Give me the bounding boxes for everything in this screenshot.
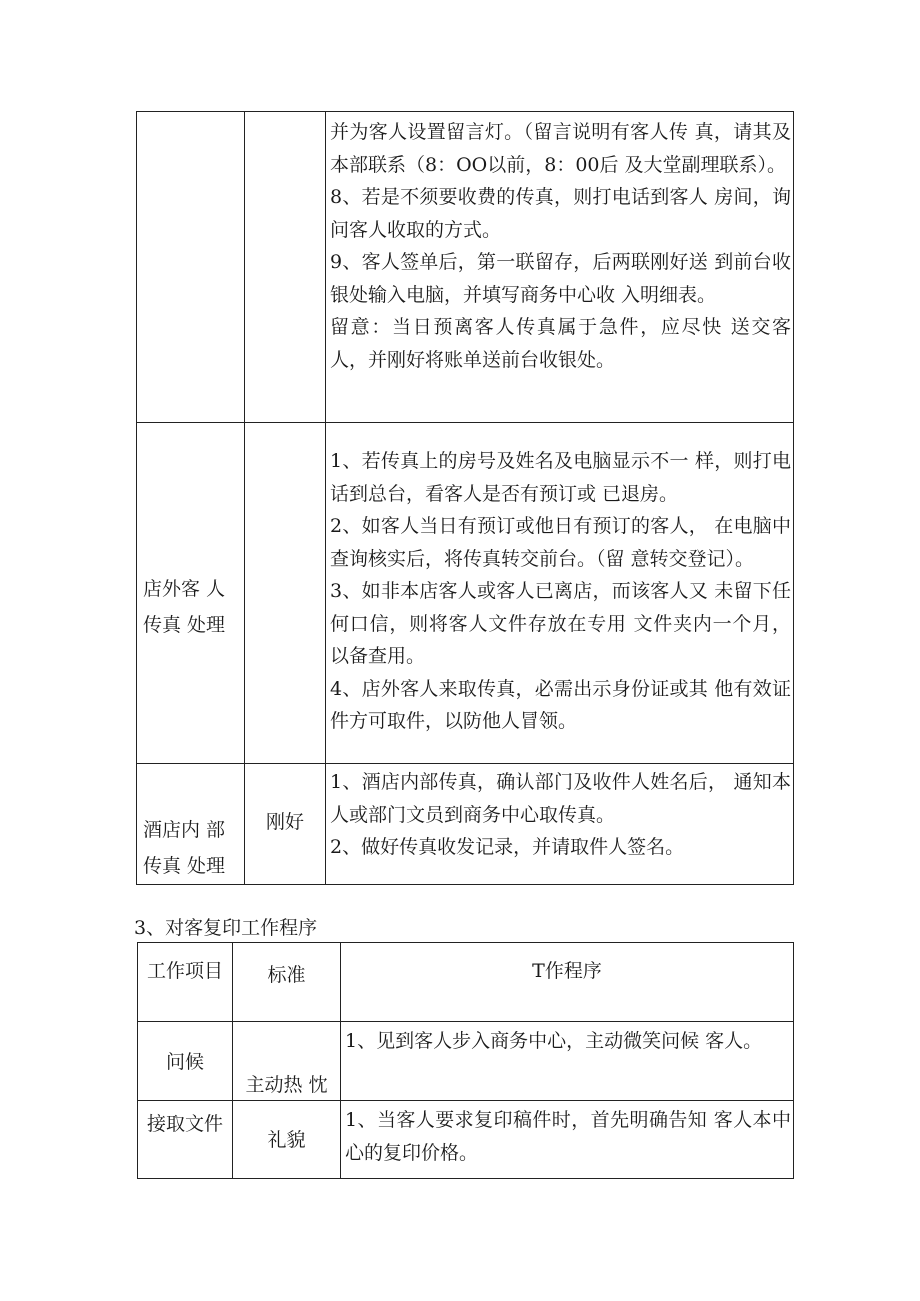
column-header-standard — [233, 943, 341, 1022]
standard-cell — [245, 423, 326, 764]
header-label: 标准 — [267, 964, 306, 986]
work-item-label: 传真 处理 — [143, 855, 226, 877]
standard-label: 主动热 忱 — [245, 1074, 328, 1096]
standard-cell — [245, 112, 326, 423]
procedure-paragraph: 9、客人签单后，第一联留存，后两联刚好送 到前台收银处输入电脑，并填写商务中心收 入明细表。 — [330, 251, 791, 306]
work-item-label: 传真 处理 — [143, 614, 226, 636]
procedure-paragraph: 并为客人设置留言灯。（留言说明有客人传 真，请其及本部联系（8：OO以前，8：00后 及大堂副理联系）。 — [330, 121, 791, 176]
procedure-paragraph: 3、如非本店客人或客人已离店，而该客人又 未留下任何口信，则将客人文件存放在专用 文件夹内一个月，以备查用。 — [330, 580, 791, 667]
column-header-item — [138, 943, 233, 1022]
column-header-procedure — [341, 943, 794, 1022]
work-item-label: 店外客 人 — [143, 578, 226, 600]
standard-cell — [233, 1101, 341, 1179]
procedure-paragraph: 1、当客人要求复印稿件时，首先明确告知 客人本中心的复印价格。 — [345, 1109, 791, 1164]
procedure-paragraph: 1、若传真上的房号及姓名及电脑显示不一 样，则打电话到总台，看客人是否有预订或 已退房。 — [330, 450, 791, 505]
procedure-paragraph: 2、做好传真收发记录，并请取件人签名。 — [330, 836, 685, 858]
procedure-paragraph: 8、若是不须要收费的传真，则打电话到客人 房间，询问客人收取的方式。 — [330, 186, 791, 241]
work-item-label: 问候 — [165, 1051, 204, 1073]
procedure-cell — [341, 1101, 794, 1179]
standard-label: 刚好 — [265, 811, 304, 833]
copy-procedure-table — [137, 942, 794, 1179]
procedure-cell — [326, 764, 794, 885]
section-heading: 3、对客复印工作程序 — [134, 917, 318, 939]
work-item-label: 接取文件 — [146, 1113, 223, 1135]
work-item-label: 酒店内 部 — [143, 819, 226, 841]
procedure-cell — [326, 423, 794, 764]
procedure-paragraph: 留意：当日预离客人传真属于急件，应尽快 送交客人，并刚好将账单送前台收银处。 — [330, 316, 791, 371]
work-item-cell — [138, 1101, 233, 1179]
procedure-paragraph: 1、见到客人步入商务中心，主动微笑问候 客人。 — [345, 1030, 763, 1052]
header-label: T作程序 — [532, 960, 602, 982]
table-row — [138, 1101, 794, 1179]
work-item-cell — [137, 764, 245, 885]
table-row — [137, 764, 794, 885]
procedure-paragraph: 1、酒店内部传真，确认部门及收件人姓名后， 通知本人或部门文员到商务中心取传真。 — [330, 771, 791, 826]
work-item-cell — [138, 1022, 233, 1101]
table-row — [137, 423, 794, 764]
table-row — [137, 112, 794, 423]
standard-label: 礼貌 — [267, 1129, 306, 1151]
procedure-cell — [341, 1022, 794, 1101]
work-item-cell — [137, 423, 245, 764]
fax-procedure-table — [136, 111, 794, 885]
table-header-row — [138, 943, 794, 1022]
header-label: 工作项目 — [146, 960, 223, 982]
work-item-cell — [137, 112, 245, 423]
standard-cell — [245, 764, 326, 885]
procedure-paragraph: 4、店外客人来取传真，必需出示身份证或其 他有效证件方可取件，以防他人冒领。 — [330, 677, 791, 732]
procedure-paragraph: 2、如客人当日有预订或他日有预订的客人， 在电脑中查询核实后，将传真转交前台。（留 意转交登记）。 — [330, 515, 791, 570]
table-row — [138, 1022, 794, 1101]
standard-cell — [233, 1022, 341, 1101]
procedure-cell — [326, 112, 794, 423]
